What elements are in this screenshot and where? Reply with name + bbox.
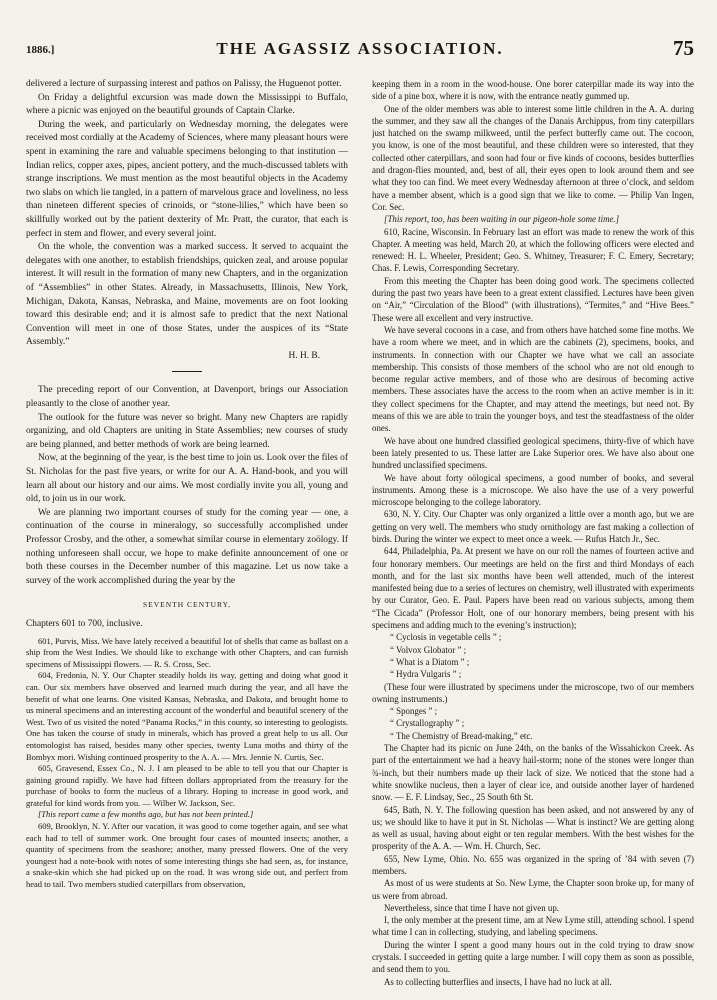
paragraph: One of the older members was able to interest some little children in the A. A. during the summer, and they saw all the changes of the Danais Archippus, from tiny caterpillars just hatched on the swamp milkweed, until the perfect butterfly came out. The cocoon, you know, is one of the most beautiful, and these children were so interested, that they collected other caterpillars, and soon had four or five kinds of cocoons, besides butterflies and dragon-flies mounted, and, best of all, their eyes open to look around them and see what they too can find. We meet every Wednesday afternoon at three o’clock, and seldom have a member absent, which is a good sign that we like to come. — Philip Van Ingen, Cor. Sec. bbox=[372, 103, 694, 212]
paragraph: We are planning two important courses of study for the coming year — one, a continuation of the course in mineralogy, so successfully accomplished under Professor Crosby, and the other, a somewhat similar course in elementary zoölogy. If nothing unforeseen shall occur, we hope to make definite announcement of one or both these courses in the December number of this magazine. Let us now take a survey of the work accomplished during the year by the bbox=[26, 507, 348, 586]
chapter-report: 609, Brooklyn, N. Y. After our vacation, it was good to come together again, and see what each had to tell of summer work. One brought four cases of mounted insects; another, a quantity of specimens from the seashore; another, many pressed flowers. One of the very youngest had a note-book with notes of some interesting things she had seen, as, for instance, a snake-skin which she had picked up on the road. It was wrong side out, and perfect from head to tail. Two members studied caterpillars from observation, bbox=[26, 821, 348, 890]
left-column bbox=[26, 78, 348, 996]
paragraph: During the winter I spent a good many hours out in the cold trying to draw snow crystals. I succeeded in getting quite a large number. I will copy them as soon as possible, and send them to you. bbox=[372, 939, 694, 975]
chapter-report: 605, Gravesend, Essex Co., N. J. I am pleased to be able to tell you that our Chapter is gaining ground rapidly. We have had fifteen dollars appropriated from the treasury for the purchase of books to form the nucleus of a library. Hoping to increase in good work, and grateful for kind words from you. — Wilber W. Jackson, Sec. bbox=[26, 763, 348, 808]
running-header bbox=[26, 38, 694, 64]
header-year: 1886.] bbox=[26, 44, 55, 56]
paragraph: During the week, and particularly on Wednesday morning, the delegates were received most cordially at the Academy of Sciences, where many pleasant hours were spent in examining the rare and valuable specimens belonging to that institution — Indian relics, copper axes, pipes, ancient pottery, and the much-discussed tablets with strange inscriptions. We must mention as the most beautiful objects in the Academy two slabs on which lie tangled, in a pattern of marvelous grace and loveliness, no less than nineteen different species of crinoids, or “stone-lilies,” which have been so skillfully worked out by the patient dexterity of Mr. Pratt, the curator, that each is perfect in stem and flower, and every several joint. bbox=[26, 119, 348, 239]
chapter-report: 630, N. Y. City. Our Chapter was only organized a little over a month ago, but we are getting on very well. The members who study ornithology are fast making a collection of birds. During the winter we expect to meet once a week. — Rufus Hatch Jr., Sec. bbox=[372, 509, 694, 544]
paragraph: Now, at the beginning of the year, is the best time to join us. Look over the files of St. Nicholas for the past five years, or write for our A. A. Hand-book, and you will learn all about our history and our aims. We most cordially invite you all, young and old, to join us in our work. bbox=[26, 453, 348, 505]
editor-note: [This report, too, has been waiting in our pigeon-hole some time.] bbox=[384, 214, 620, 225]
signature: H. H. B. bbox=[288, 350, 320, 361]
chapter-report: 604, Fredonia, N. Y. Our Chapter steadily holds its way, getting and doing what good it can. Our six members have observed and learned much during the year, and all have the benefit of what one learns. One visited Kansas, Nebraska, and Dakota, and brought home to us mineral specimens and an interesting account of the wonderful and beautiful scenery of the West. Two of us visited the noted “Panama Rocks,” in this county, so interesting to geologists. One has taken the course of study in minerals, which has proved a great help to us all. Our entomologist has raised, besides many other species, twenty Luna moths and thirty of the Bombyx mori. Wishing continued prosperity to the A. A. — Mrs. Jennie N. Curtis, Sec. bbox=[26, 670, 348, 762]
section-heading: SEVENTH CENTURY, bbox=[143, 600, 231, 610]
paragraph: The preceding report of our Convention, at Davenport, brings our Association pleasantly to the close of another year. bbox=[26, 385, 348, 410]
list-item: “ What is a Diatom ” ; bbox=[390, 656, 470, 667]
paragraph: delivered a lecture of surpassing interest and pathos on Palissy, the Huguenot potter. bbox=[26, 79, 342, 89]
list-note: (These four were illustrated by specimens under the microscope, two of our members owning instruments.) bbox=[372, 681, 694, 704]
paragraph: The outlook for the future was never so bright. Many new Chapters are rapidly organizing, and old Chapters are uniting in State Assemblies; new courses of study are being planned, and better methods of work are being learned. bbox=[26, 412, 348, 450]
paragraph: We have several cocoons in a case, and from others have hatched some fine moths. We have a room where we meet, and in which are the cabinets (2), specimens, books, and instruments. In connection with our Chapter we have what we call an associate membership. This consists of those members of the school who are not old enough to become regular active members, and of those who are desirous of becoming active members. These associates have the access to the room when an active member is in it: they collect specimens for the Chapter, and may attend the meetings, but need not. By means of this we are able to train the younger boys, and test the steadfastness of the older ones. bbox=[372, 324, 694, 434]
paragraph: I, the only member at the present time, am at New Lyme still, attending school. I spend what time I can in collecting, studying, and labeling specimens. bbox=[372, 915, 694, 938]
chapter-report: 655, New Lyme, Ohio. No. 655 was organized in the spring of ’84 with seven (7) members. bbox=[372, 853, 694, 876]
list-item: “ Sponges ” ; bbox=[390, 706, 438, 717]
header-title: THE AGASSIZ ASSOCIATION. bbox=[216, 39, 504, 58]
list-item: “ The Chemistry of Bread-making,” etc. bbox=[390, 730, 533, 741]
section-divider bbox=[172, 371, 202, 372]
list-item: “ Volvox Globator ” ; bbox=[390, 644, 467, 655]
right-column bbox=[372, 78, 694, 996]
editor-note: [This report came a few months ago, but has not been printed.] bbox=[38, 809, 254, 820]
paragraph: We have about forty oölogical specimens, a good number of books, and several instruments. Among these is a microscope. We also have the use of a very powerful microscope belonging to the college laboratory. bbox=[372, 472, 694, 508]
chapters-range: Chapters 601 to 700, inclusive. bbox=[26, 618, 143, 629]
paragraph: The Chapter had its picnic on June 24th, on the banks of the Wissahickon Creek. As part of the entertainment we had a heavy hail-storm; none of the stones were longer than ¾-inch, but their numbers made up their lack of size. We noticed that the stone had a white snowlike nucleus, then a layer of clear ice, and outside another layer of hardened snow. — E. F. Lindsay, Sec., 25 South 6th St. bbox=[372, 743, 694, 803]
chapter-report: 601, Purvis, Miss. We have lately received a beautiful lot of shells that came as ballast on a ship from the West Indies. We should like to exchange with other Chapters, and can furnish specimens of Mississippi flowers. — R. S. Cross, Sec. bbox=[26, 635, 348, 669]
chapter-report: 610, Racine, Wisconsin. In February last an effort was made to renew the work of this Chapter. A meeting was held, March 20, at which the following officers were elected and renewed: H. L. Wheeler, President; Geo. S. Whitney, Treasurer; F. C. Emery, Secretary; Chas. F. Lewis, Corresponding Secretary. bbox=[372, 226, 694, 274]
paragraph: As to collecting butterflies and insects, I have had no luck at all. bbox=[384, 976, 612, 987]
paragraph: keeping them in a room in the wood-house. One borer caterpillar made its way into the side of a pine box, where it is now, with the entrance neatly gummed up. bbox=[372, 79, 694, 102]
paragraph: Nevertheless, since that time I have not given up. bbox=[384, 902, 559, 913]
paragraph: On the whole, the convention was a marked success. It served to acquaint the delegates with one another, to establish friendships, quicken zeal, and arouse popular interest. It will result in the formation of many new Chapters, and in the organization of “Assemblies” in other States. Already, in Massachusetts, Illinois, New York, Michigan, Dakota, Kansas, Nebraska, and Maine, movements are on foot looking toward this desirable end; and it is almost safe to predict that the next National Convention will meet in one of those States, under the auspices of its “State Assembly.” bbox=[26, 242, 348, 348]
chapter-report: 644, Philadelphia, Pa. At present we have on our roll the names of fourteen active and four honorary members. Our meetings are held on the first and third Mondays of each month, and for the last six months have been well attended, much of the interest manifested being due to a series of lectures on chemistry, well illustrated with experiments by our Curator, Geo. E. Paul. Papers have been read on various subjects, among them “The Cicada” (Professor Holt, one of our honorary members, being present with his specimens and adding much to the evening’s instruction); bbox=[372, 546, 694, 631]
paragraph: From this meeting the Chapter has been doing good work. The specimens collected during the past two years have been to a great extent classified. Lectures have been given on “Air,” “Circulation of the Blood” (with illustrations), “Termites,” and “Hive Bees.” These were all excellent and very instructive. bbox=[372, 275, 694, 323]
paragraph: We have about one hundred classified geological specimens, thirty-five of which have been lately presented to us. These latter are Lake Superior ores. We have also about one hundred unclassified specimens. bbox=[372, 435, 694, 471]
page-number: 75 bbox=[673, 36, 694, 60]
chapter-report: 645, Bath, N. Y. The following question has been asked, and not answered by any of us; we should like to have it put in St. Nicholas — What is instinct? We are getting along as well as usual, having about eight or ten regular members. With the best wishes for the prosperity of the A. A. — Wm. H. Church, Sec. bbox=[372, 804, 694, 852]
list-item: “ Crystallography ” ; bbox=[390, 718, 465, 729]
list-item: “ Cyclosis in vegetable cells ” ; bbox=[390, 632, 502, 643]
paragraph: On Friday a delightful excursion was made down the Mississippi to Buffalo, where a picnic was enjoyed on the beautiful grounds of Captain Clarke. bbox=[26, 92, 348, 117]
paragraph: As most of us were students at So. New Lyme, the Chapter soon broke up, for many of us were from abroad. bbox=[372, 878, 694, 901]
list-item: “ Hydra Vulgaris ” ; bbox=[390, 669, 462, 680]
